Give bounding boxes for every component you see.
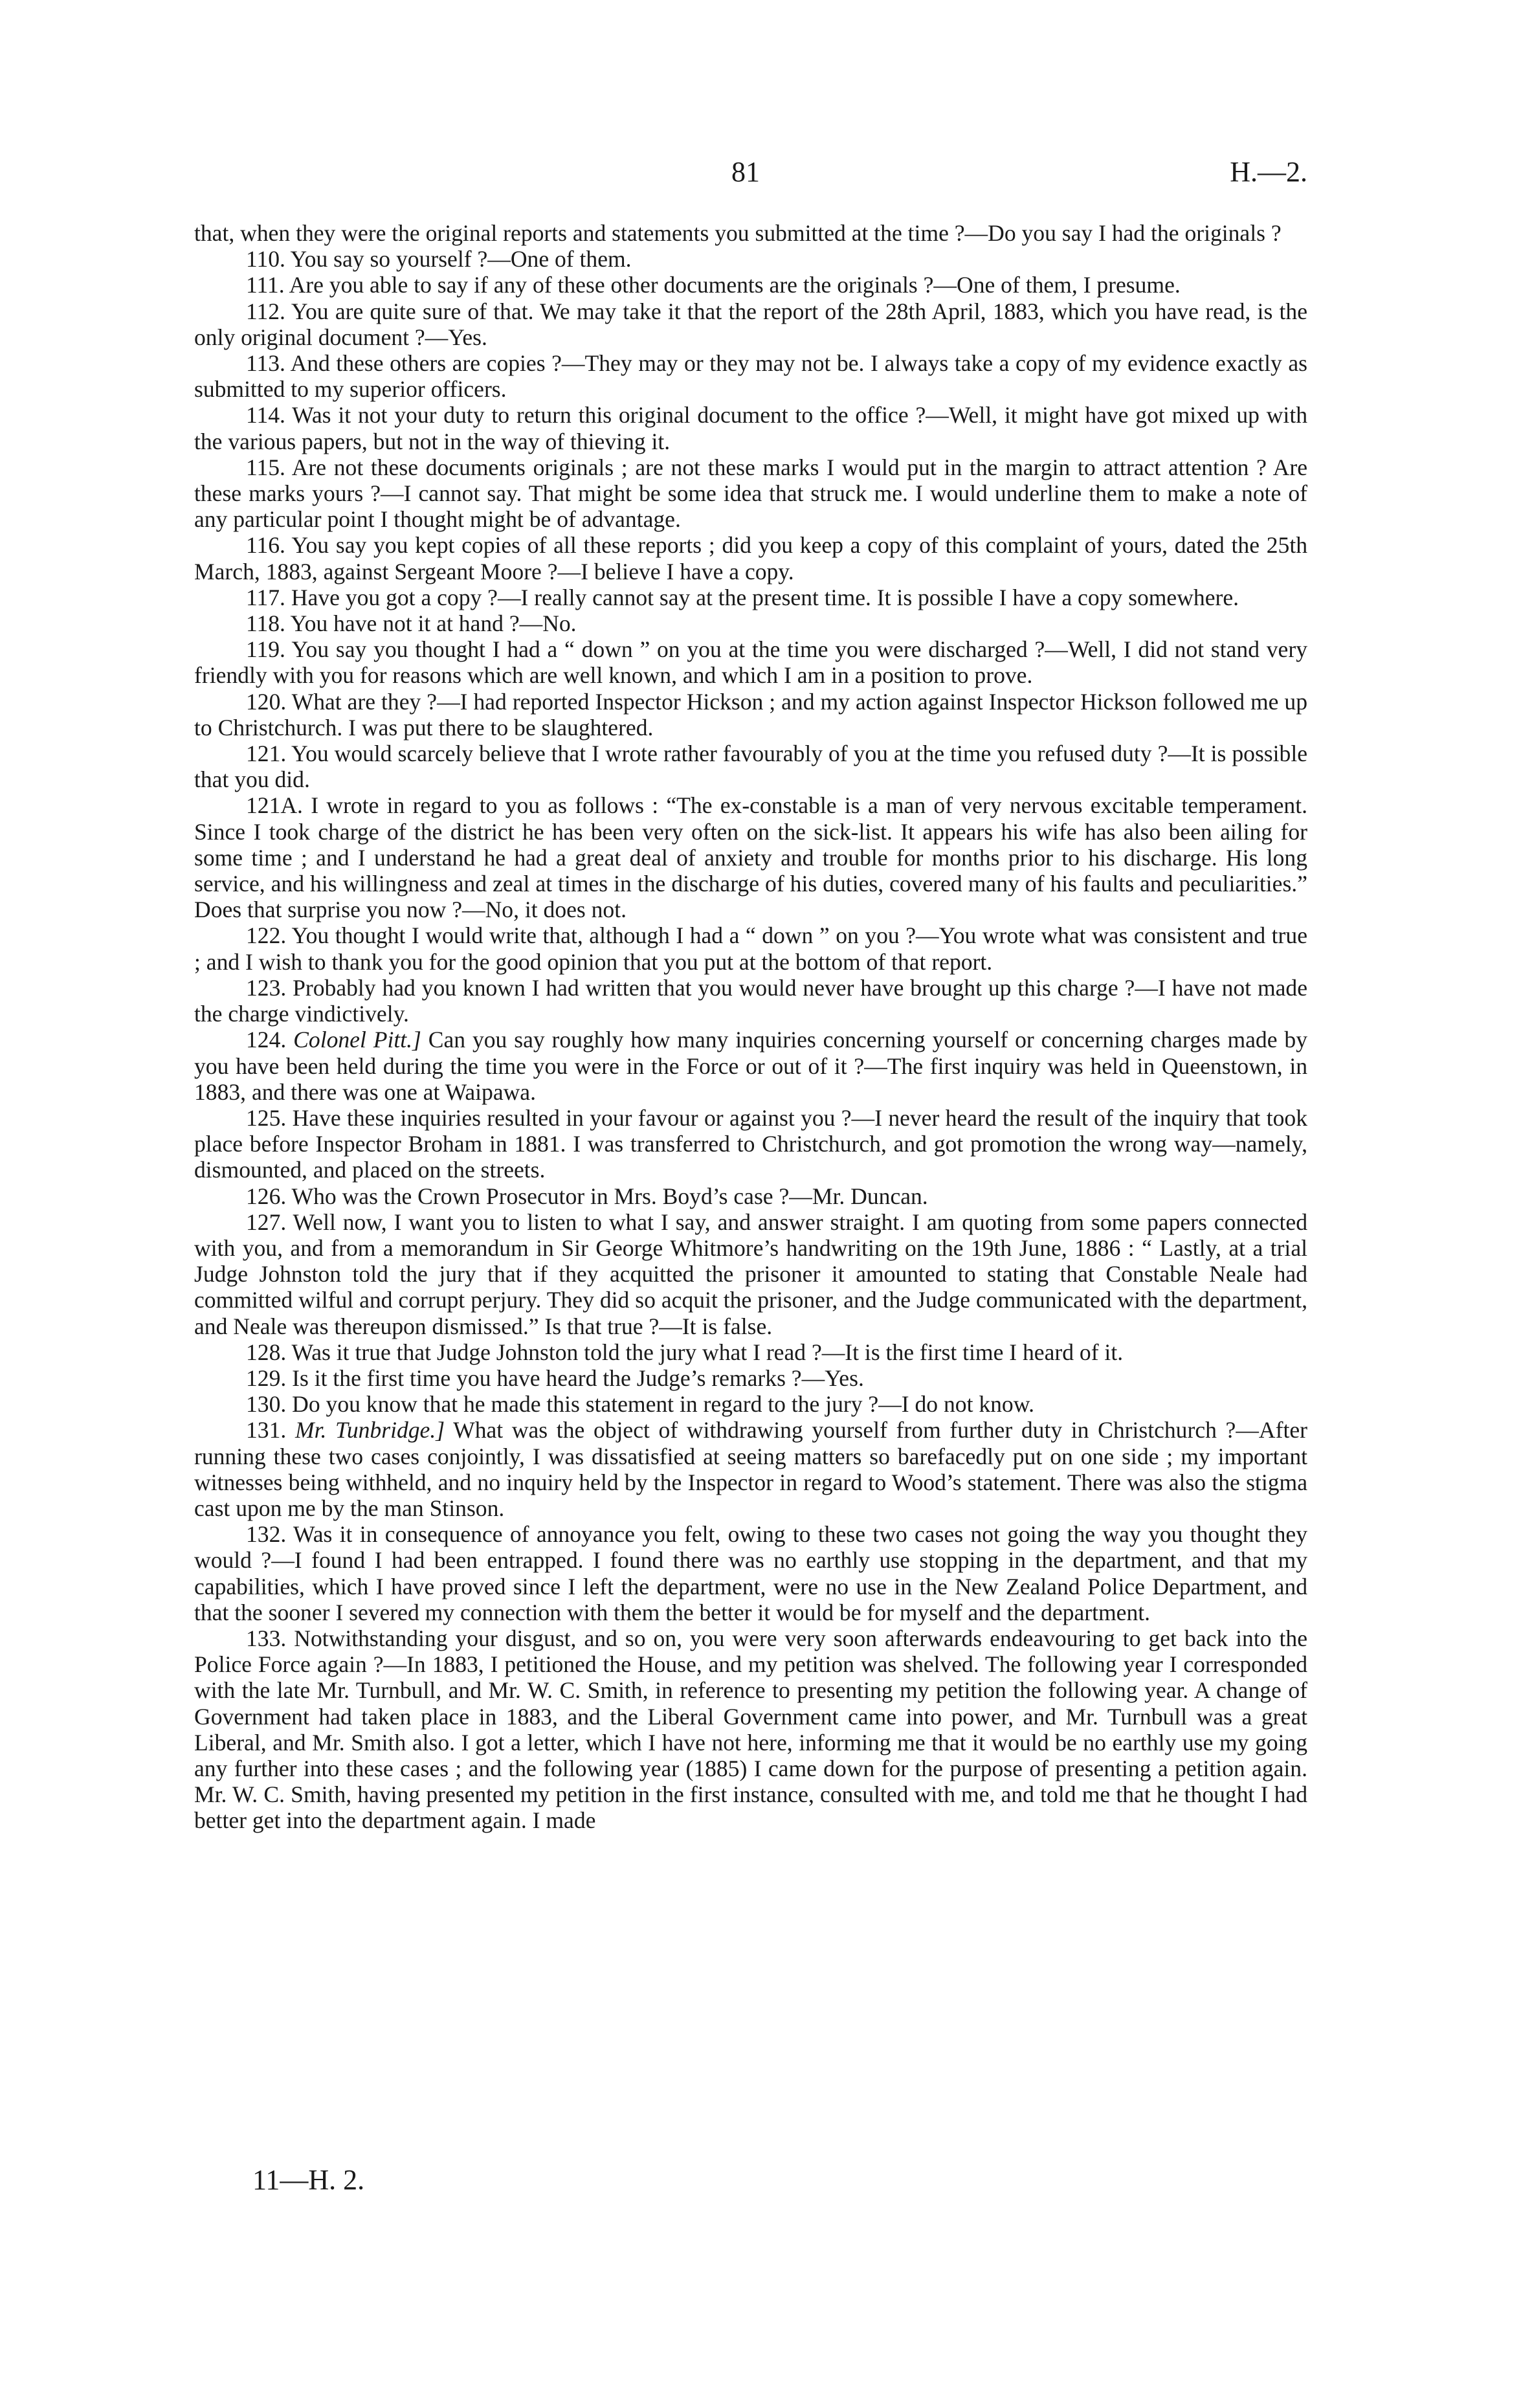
paragraph: 122. You thought I would write that, although I had a “ down ” on you ?—You wrote what was consistent and true ; and I wish to thank you for the good opinion that you put at the bottom of that report.	[194, 922, 1307, 975]
paragraph: 121. You would scarcely believe that I wrote rather favourably of you at the time you refused duty ?—It is possible that you did.	[194, 741, 1307, 793]
paragraph: 126. Who was the Crown Prosecutor in Mrs. Boyd’s case ?—Mr. Duncan.	[246, 1183, 928, 1209]
paragraph: 123. Probably had you known I had written that you would never have brought up this charge ?—I have not made the charge vindictively.	[194, 974, 1307, 1027]
body-text	[194, 220, 1307, 1834]
paragraph: 120. What are they ?—I had reported Inspector Hickson ; and my action against Inspector Hickson followed me up to Christchurch. I was put there to be slaughtered.	[194, 688, 1307, 741]
paragraph: 115. Are not these documents originals ; are not these marks I would put in the margin to attract attention ? Are these marks yours ?—I cannot say. That might be some idea that struck me. I would underline them to make a note of any particular point I thought might be of advantage.	[194, 454, 1307, 533]
document-reference: H.—2.	[1230, 156, 1307, 188]
speaker-name: Mr. Tunbridge.]	[294, 1417, 445, 1444]
paragraph: 133. Notwithstanding your disgust, and so on, you were very soon afterwards endeavouring to get back into the Police Force again ?—In 1883, I petitioned the House, and my petition was shelved. The following year I corresponded with the late Mr. Turnbull, and Mr. W. C. Smith, in reference to presenting my petition the following year. A change of Government had taken place in 1883, and the Liberal Government came into power, and Mr. Turnbull was a great Liberal, and Mr. Smith also. I got a letter, which I have not here, informing me that it would be no earthly use my going any further into these cases ; and the following year (1885) I came down for the purpose of presenting a petition again. Mr. W. C. Smith, having presented my petition in the first instance, consulted with me, and told me that he thought I had better get into the department again. I made	[194, 1625, 1307, 1834]
speaker-name: Colonel Pitt.]	[293, 1027, 421, 1053]
paragraph: 118. You have not it at hand ?—No.	[246, 610, 577, 637]
paragraph: 119. You say you thought I had a “ down ” on you at the time you were discharged ?—Well, I did not stand very friendly with you for reasons which are well known, and which I am in a position to prove.	[194, 636, 1307, 689]
paragraph: 111. Are you able to say if any of these other documents are the originals ?—One of them, I presume.	[246, 272, 1181, 298]
paragraph: 132. Was it in consequence of annoyance you felt, owing to these two cases not going the way you thought they would ?—I found I had been entrapped. I found there was no earthly use stopping in the department, and that my capabilities, which I have proved since I left the department, were no use in the New Zealand Police Department, and that the sooner I severed my connection with them the better it would be for myself and the department.	[194, 1521, 1307, 1625]
paragraph: 121A. I wrote in regard to you as follows : “The ex-constable is a man of very nervous excitable temperament. Since I took charge of the district he has been very often on the sick-list. It appears his wife has also been ailing for some time ; and I understand he had a great deal of anxiety and trouble for months prior to his discharge. His long service, and his willingness and zeal at times in the discharge of his duties, covered many of his faults and peculiarities.” Does that surprise you now ?—No, it does not.	[194, 792, 1307, 923]
signature-mark: 11—H. 2.	[252, 2164, 365, 2196]
paragraph: 112. You are quite sure of that. We may take it that the report of the 28th April, 1883, which you have read, is the only original document ?—Yes.	[194, 298, 1307, 350]
paragraph: 117. Have you got a copy ?—I really cannot say at the present time. It is possible I have a copy somewhere.	[246, 584, 1239, 610]
paragraph: that, when they were the original reports and statements you submitted at the time ?—Do you say I had the originals ?	[194, 220, 1282, 246]
paragraph: 116. You say you kept copies of all these reports ; did you keep a copy of this complaint of yours, dated the 25th March, 1883, against Sergeant Moore ?—I believe I have a copy.	[194, 532, 1308, 585]
paragraph: 125. Have these inquiries resulted in your favour or against you ?—I never heard the result of the inquiry that took place before Inspector Broham in 1881. I was transferred to Christchurch, and got promotion the wrong way—namely, dismounted, and placed on the streets.	[194, 1104, 1307, 1183]
paragraph: 124. Colonel Pitt.] Can you say roughly how many inquiries concerning yourself or concerning charges made by you have been held during the time you were in the Force or out of it ?—The first inquiry was held in Queenstown, in 1883, and there was one at Waipawa.	[194, 1027, 1307, 1105]
paragraph: 131. Mr. Tunbridge.] What was the object of withdrawing yourself from further duty in Christchurch ?—After running these two cases conjointly, I was dissatisfied at seeing matters so barefacedly put on one side ; my important witnesses being withheld, and no inquiry held by the Inspector in regard to Wood’s statement. There was also the stigma cast upon me by the man Stinson.	[194, 1417, 1307, 1521]
paragraph: 110. You say so yourself ?—One of them.	[246, 246, 632, 273]
paragraph: 129. Is it the first time you have heard the Judge’s remarks ?—Yes.	[246, 1365, 864, 1391]
page-header	[194, 155, 1307, 194]
paragraph: 114. Was it not your duty to return this original document to the office ?—Well, it might have got mixed up with the various papers, but not in the way of thieving it.	[194, 402, 1307, 454]
paragraph: 130. Do you know that he made this statement in regard to the jury ?—I do not know.	[246, 1391, 1034, 1418]
paragraph: 127. Well now, I want you to listen to what I say, and answer straight. I am quoting from some papers connected with you, and from a memorandum in Sir George Whitmore’s handwriting on the 19th June, 1886 : “ Lastly, at a trial Judge Johnston told the jury that if they acquitted the prisoner it amounted to stating that Constable Neale had committed wilful and corrupt perjury. They did so acquit the prisoner, and the Judge communicated with the department, and Neale was thereupon dismissed.” Is that true ?—It is false.	[194, 1209, 1307, 1339]
page-number: 81	[731, 156, 760, 188]
paragraph: 113. And these others are copies ?—They may or they may not be. I always take a copy of my evidence exactly as submitted to my superior officers.	[194, 350, 1307, 403]
paragraph: 128. Was it true that Judge Johnston told the jury what I read ?—It is the first time I heard of it.	[246, 1339, 1124, 1365]
